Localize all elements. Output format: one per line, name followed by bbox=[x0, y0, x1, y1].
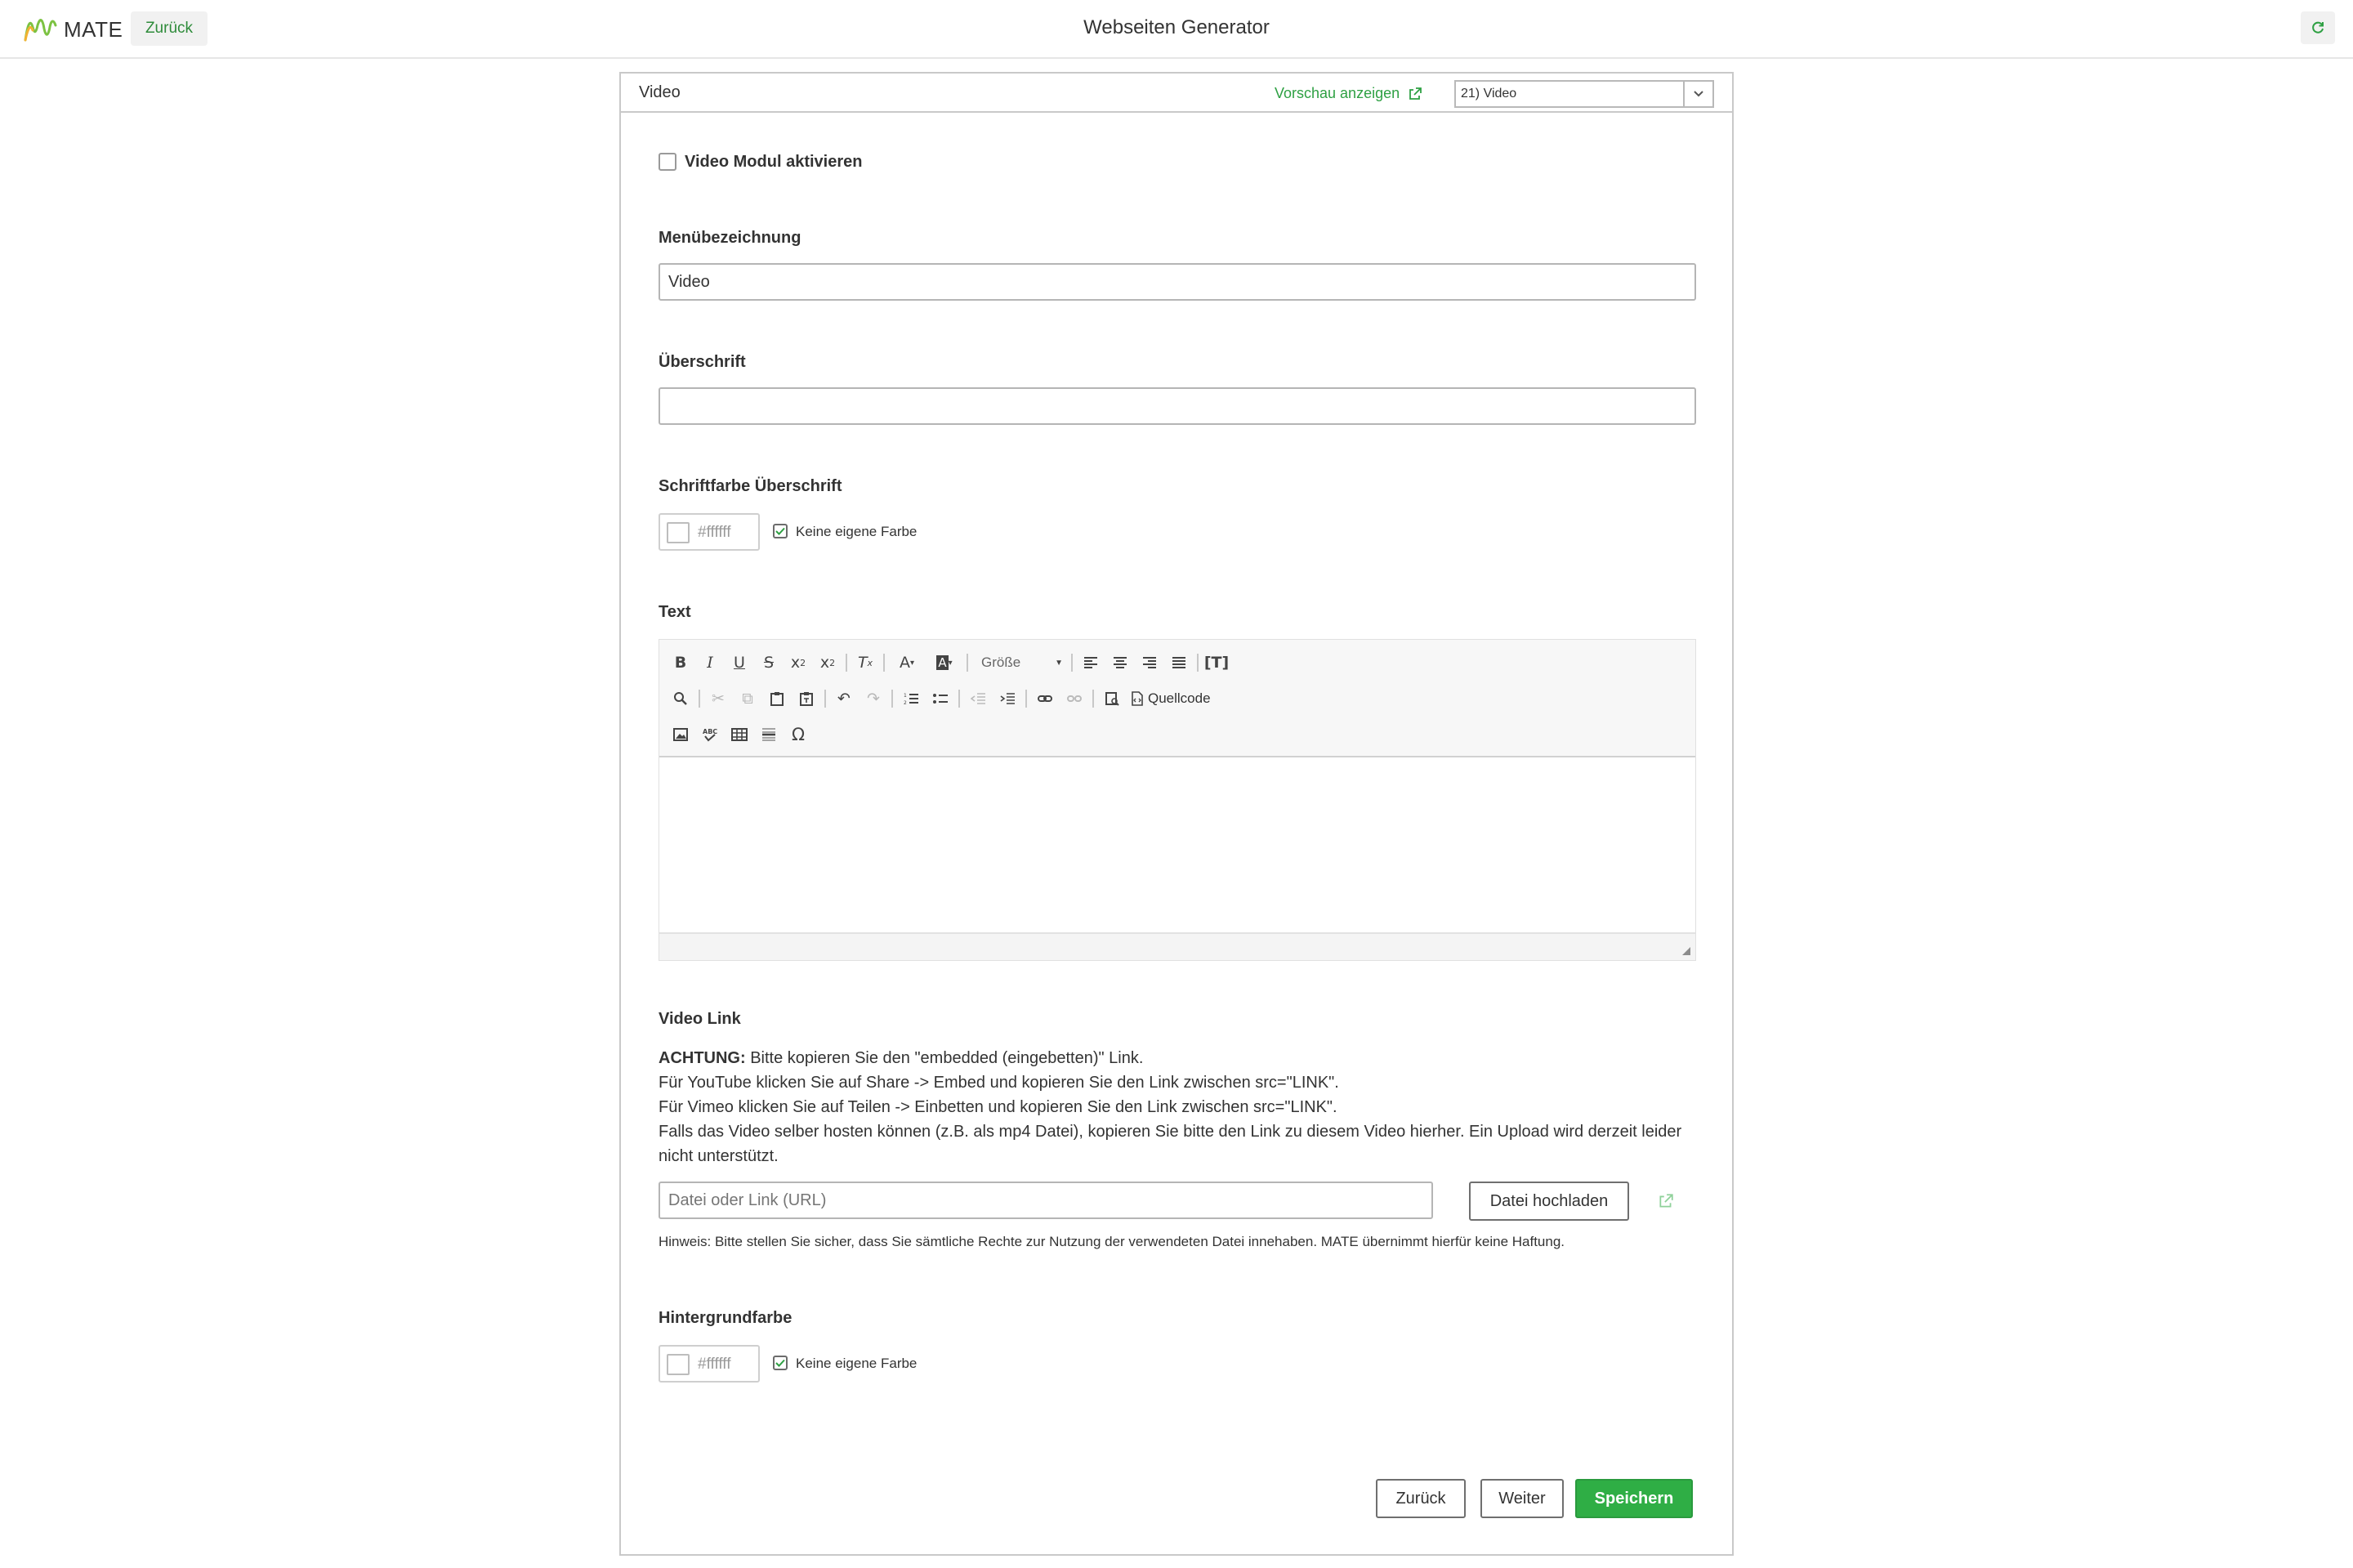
toolbar-separator bbox=[883, 654, 885, 672]
image-button[interactable] bbox=[666, 721, 695, 748]
align-center-icon bbox=[1114, 657, 1127, 668]
unlink-icon bbox=[1067, 694, 1082, 704]
toolbar-separator bbox=[1197, 654, 1199, 672]
link-button[interactable] bbox=[1030, 685, 1060, 713]
top-back-button[interactable]: Zurück bbox=[131, 11, 208, 46]
instruction-warning bbox=[659, 1046, 1696, 1070]
back-button[interactable]: Zurück bbox=[1376, 1479, 1466, 1518]
panel-header bbox=[621, 74, 1732, 113]
bg-color-label: Hintergrundfarbe bbox=[659, 1309, 793, 1327]
align-left-button[interactable] bbox=[1076, 649, 1105, 677]
refresh-icon bbox=[2310, 20, 2326, 36]
unlink-button[interactable] bbox=[1060, 685, 1089, 713]
heading-label: Überschrift bbox=[659, 353, 746, 371]
preview-label: Vorschau anzeigen bbox=[1275, 85, 1400, 101]
open-link-button[interactable] bbox=[1657, 1193, 1675, 1213]
numbered-list-button[interactable] bbox=[896, 685, 926, 713]
chevron-down-icon bbox=[1693, 90, 1704, 98]
background-color-button[interactable]: A ▾ bbox=[938, 655, 953, 670]
instruction-warning-bold: ACHTUNG: bbox=[659, 1049, 746, 1067]
find-button[interactable] bbox=[666, 685, 695, 713]
bold-button[interactable]: B bbox=[674, 654, 687, 672]
module-select-toggle[interactable] bbox=[1683, 82, 1712, 106]
outdent-icon bbox=[971, 693, 985, 704]
paste-button[interactable] bbox=[762, 685, 792, 713]
subscript-button[interactable]: x 2 bbox=[790, 654, 806, 672]
upload-file-button[interactable]: Datei hochladen bbox=[1469, 1182, 1629, 1221]
activate-checkbox[interactable] bbox=[659, 153, 676, 171]
rights-note: Hinweis: Bitte stellen Sie sicher, dass Sie sämtliche Rechte zur Nutzung der verwendeten Datei innehaben. MATE übernimmt hierfür keine Haftung. bbox=[659, 1234, 1565, 1249]
source-button[interactable] bbox=[1127, 690, 1216, 707]
paste-icon bbox=[770, 691, 784, 706]
instruction-youtube: Für YouTube klicken Sie auf Share -> Embed und kopieren Sie den Link zwischen src="LINK". bbox=[659, 1074, 1339, 1092]
toolbar-separator bbox=[967, 654, 968, 672]
document-preview-icon bbox=[1105, 691, 1119, 706]
copy-button[interactable]: ⧉ bbox=[742, 690, 753, 708]
table-icon bbox=[731, 728, 748, 741]
outdent-button[interactable] bbox=[963, 685, 993, 713]
svg-text:1: 1 bbox=[904, 693, 907, 699]
toolbar-separator bbox=[1071, 654, 1073, 672]
source-label: Quellcode bbox=[1148, 690, 1211, 706]
external-link-icon bbox=[1408, 87, 1422, 101]
bg-no-color-checkbox[interactable] bbox=[773, 1356, 788, 1370]
rich-text-editor bbox=[659, 639, 1696, 961]
link-icon bbox=[1038, 694, 1052, 704]
numbered-list-icon bbox=[904, 693, 918, 704]
heading-color-placeholder: #ffffff bbox=[698, 524, 731, 541]
activate-label[interactable]: Video Modul aktivieren bbox=[685, 153, 863, 171]
brand-name: MATE bbox=[64, 16, 123, 42]
redo-button[interactable]: ↷ bbox=[867, 690, 880, 708]
align-center-button[interactable] bbox=[1105, 649, 1135, 677]
spellcheck-icon bbox=[703, 727, 717, 742]
resize-handle-icon[interactable] bbox=[1682, 947, 1690, 955]
bg-color-swatch[interactable] bbox=[667, 1354, 690, 1375]
special-char-button[interactable]: Ω bbox=[791, 725, 806, 744]
save-button[interactable]: Speichern bbox=[1575, 1479, 1693, 1518]
editor-status-bar bbox=[659, 932, 1695, 960]
page-title: Webseiten Generator bbox=[1083, 16, 1270, 38]
video-module-panel bbox=[619, 72, 1734, 1556]
paste-text-button[interactable] bbox=[792, 685, 821, 713]
bullet-list-button[interactable] bbox=[926, 685, 955, 713]
next-button[interactable]: Weiter bbox=[1480, 1479, 1564, 1518]
toolbar-separator bbox=[891, 690, 893, 708]
external-link-icon bbox=[1657, 1193, 1675, 1209]
undo-button[interactable]: ↶ bbox=[837, 690, 851, 708]
menu-input[interactable] bbox=[659, 263, 1696, 301]
video-link-input[interactable] bbox=[659, 1182, 1433, 1219]
align-right-icon bbox=[1143, 657, 1156, 668]
editor-toolbar bbox=[659, 640, 1695, 757]
toolbar-separator bbox=[846, 654, 847, 672]
instruction-selfhost: Falls das Video selber hosten können (z.B. als mp4 Datei), kopieren Sie bitte den Link zu diesem Video hierher. Ein Upload wird derzeit leider nicht unterstützt. bbox=[659, 1123, 1682, 1165]
toolbar-separator bbox=[699, 690, 700, 708]
instruction-vimeo: Für Vimeo klicken Sie auf Teilen -> Einbetten und kopieren Sie den Link zwischen src="LINK". bbox=[659, 1098, 1337, 1116]
italic-button[interactable]: I bbox=[707, 654, 713, 672]
svg-text:2: 2 bbox=[904, 700, 907, 704]
panel-title: Video bbox=[639, 83, 681, 101]
spellcheck-button[interactable] bbox=[695, 721, 725, 748]
preview-button[interactable] bbox=[1097, 685, 1127, 713]
paste-text-icon bbox=[800, 691, 813, 706]
preview-link[interactable] bbox=[1275, 85, 1422, 102]
remove-format-button[interactable]: T x bbox=[857, 654, 873, 672]
toolbar-separator bbox=[958, 690, 960, 708]
underline-button[interactable]: U bbox=[734, 654, 745, 672]
justify-icon bbox=[1172, 657, 1185, 668]
indent-button[interactable] bbox=[993, 685, 1022, 713]
toolbar-separator bbox=[1092, 690, 1094, 708]
cut-button[interactable]: ✂ bbox=[712, 690, 725, 708]
video-link-label: Video Link bbox=[659, 1010, 741, 1028]
toolbar-separator bbox=[824, 690, 826, 708]
horizontal-rule-icon bbox=[761, 727, 776, 742]
editor-content-area[interactable] bbox=[659, 757, 1695, 934]
heading-color-swatch[interactable] bbox=[667, 522, 690, 543]
font-size-label: Größe bbox=[981, 654, 1021, 670]
menu-input-value: Video bbox=[668, 272, 710, 291]
check-icon bbox=[775, 527, 785, 535]
font-size-dropdown[interactable] bbox=[971, 649, 1068, 677]
top-bar bbox=[0, 0, 2353, 59]
source-code-icon bbox=[1132, 691, 1143, 706]
align-left-icon bbox=[1084, 657, 1097, 668]
bg-color-input[interactable] bbox=[659, 1345, 760, 1383]
module-select-value: 21) Video bbox=[1461, 87, 1517, 101]
bg-no-color-label[interactable]: Keine eigene Farbe bbox=[796, 1356, 918, 1371]
text-direction-button[interactable]: [T] bbox=[1203, 654, 1230, 672]
heading-no-color-label[interactable]: Keine eigene Farbe bbox=[796, 524, 918, 539]
table-button[interactable] bbox=[725, 721, 754, 748]
bg-color-placeholder: #ffffff bbox=[698, 1356, 731, 1373]
toolbar-separator bbox=[1025, 690, 1027, 708]
caret-down-icon: ▼ bbox=[1055, 658, 1063, 668]
superscript-button[interactable]: x 2 bbox=[819, 654, 836, 672]
search-icon bbox=[673, 691, 688, 706]
image-icon bbox=[673, 728, 688, 741]
horizontal-line-button[interactable] bbox=[754, 721, 784, 748]
heading-color-input[interactable] bbox=[659, 513, 760, 551]
heading-color-label: Schriftfarbe Überschrift bbox=[659, 477, 842, 495]
bullet-list-icon bbox=[933, 693, 948, 704]
svg-text:ABC: ABC bbox=[703, 728, 717, 735]
heading-no-color-checkbox[interactable] bbox=[773, 524, 788, 538]
indent-icon bbox=[1000, 693, 1015, 704]
text-color-button[interactable]: A ▾ bbox=[899, 654, 915, 672]
text-label: Text bbox=[659, 603, 691, 621]
check-icon bbox=[775, 1359, 785, 1367]
instruction-warning-text: Bitte kopieren Sie den "embedded (eingebetten)" Link. bbox=[745, 1049, 1144, 1067]
strikethrough-button[interactable]: S bbox=[763, 654, 775, 672]
menu-label: Menübezeichnung bbox=[659, 229, 801, 247]
refresh-button[interactable] bbox=[2301, 11, 2335, 44]
align-right-button[interactable] bbox=[1135, 649, 1164, 677]
module-select[interactable] bbox=[1454, 80, 1714, 108]
heading-input[interactable] bbox=[659, 387, 1696, 425]
justify-button[interactable] bbox=[1164, 649, 1194, 677]
video-link-instructions bbox=[659, 1046, 1696, 1168]
